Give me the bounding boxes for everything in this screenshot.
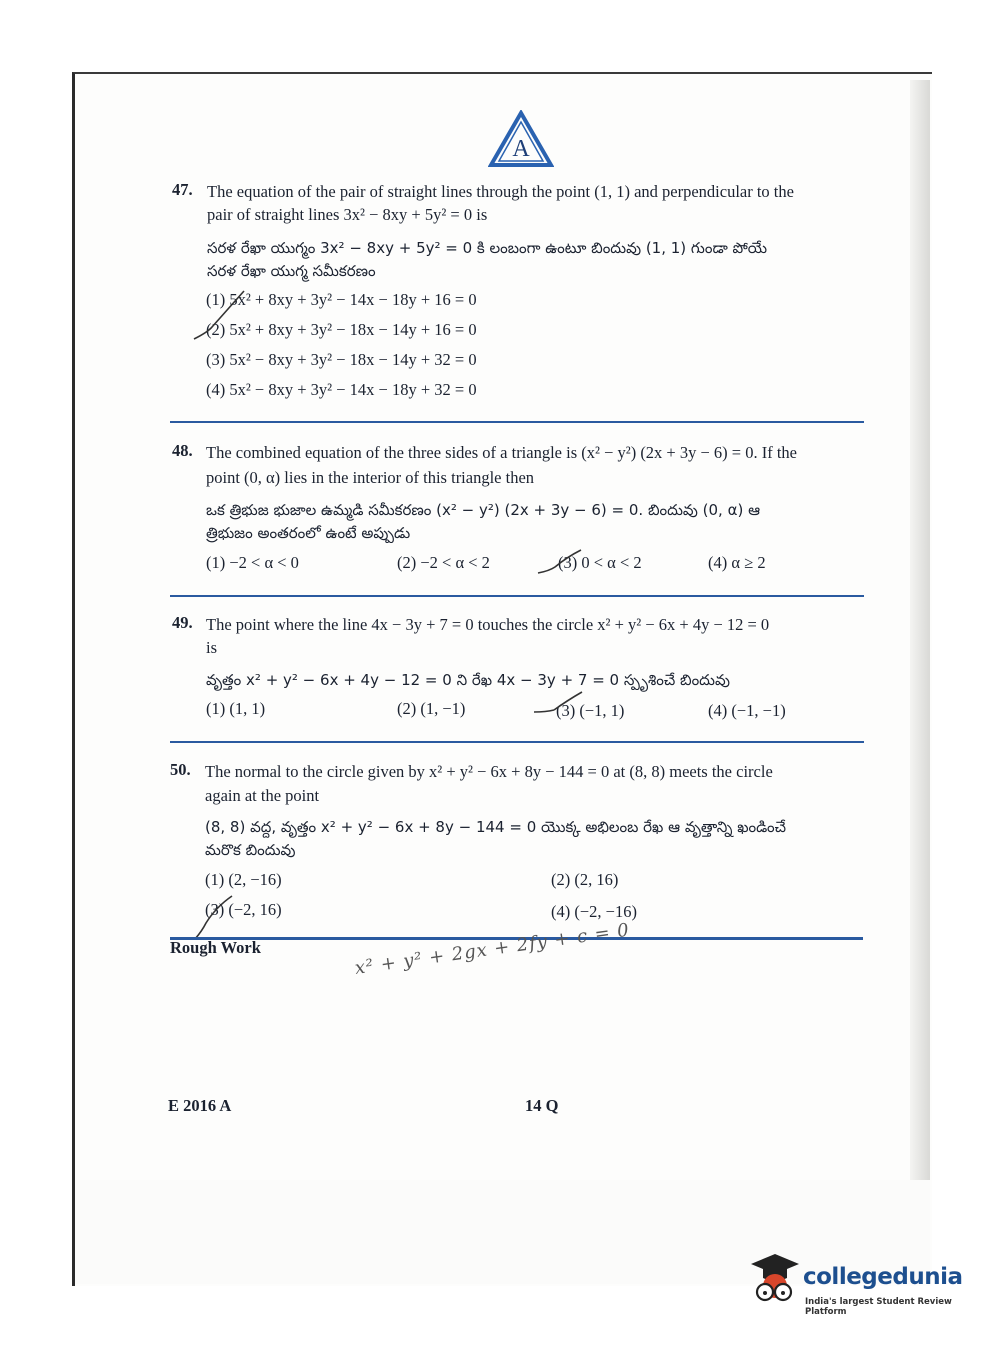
question-divider [170,421,864,423]
question-text-english: point (0, α) lies in the interior of this triangle then [206,468,535,487]
question-number: 49. [172,613,193,632]
answer-option: (2) (1, −1) [397,699,466,718]
collegedunia-watermark [745,1250,970,1320]
question-number: 48. [172,441,193,460]
handwritten-note: x² + y² + 2gx + 2fy + c = 0 [353,919,632,979]
paper-code-letter: A [512,136,530,162]
answer-option: (1) 5x² + 8xy + 3y² − 14x − 18y + 16 = 0 [206,290,477,309]
paper-code-footer: E 2016 A [168,1096,232,1115]
question-number: 47. [172,180,193,199]
question-text-telugu: ఒక త్రిభుజ భుజాల ఉమ్మడి సమీకరణం (x² − y²) (2x + 3y − 6) = 0. బిందువు (0, α) ఆ [206,501,761,519]
mascot-logo-icon [745,1250,803,1316]
question-text-telugu: సరళ రేఖా యుగ్మ సమీకరణం [207,262,376,280]
question-text-telugu: మరొక బిందువు [205,841,296,859]
answer-option: (1) −2 < α < 0 [206,553,299,572]
question-text-telugu: వృత్తం x² + y² − 6x + 4y − 12 = 0 ని రేఖ 4x − 3y + 7 = 0 స్పృశించే బిందువు [206,671,730,689]
question-text-english: is [206,638,218,657]
answer-option: (4) (−2, −16) [551,902,637,921]
question-number: 50. [170,760,191,779]
question-divider [170,595,864,597]
rough-work-label: Rough Work [170,938,261,957]
question-text-telugu: (8, 8) వద్ద, వృత్తం x² + y² − 6x + 8y − 144 = 0 యొక్క అభిలంబ రేఖ ఆ వృత్తాన్ని ఖండించే [205,818,787,836]
paper-code-badge [488,110,554,168]
question-text-telugu: త్రిభుజం అంతరంలో ఉంటే అప్పుడు [206,524,411,542]
brand-name: collegedunia [803,1264,963,1290]
answer-option: (4) α ≥ 2 [708,553,766,572]
pen-tick-mark [530,690,590,722]
question-text-english: The point where the line 4x − 3y + 7 = 0 touches the circle x² + y² − 6x + 4y − 12 = 0 [206,615,770,634]
question-text-english: The normal to the circle given by x² + y² − 6x + 8y − 144 = 0 at (8, 8) meets the circle [205,762,773,781]
answer-option: (2) 5x² + 8xy + 3y² − 18x − 14y + 16 = 0 [206,320,477,339]
answer-option: (3) 0 < α < 2 [558,553,642,572]
question-divider [170,741,864,743]
brand-tagline: India's largest Student Review Platform [805,1297,952,1317]
question-text-telugu: సరళ రేఖా యుగ్మం 3x² − 8xy + 5y² = 0 కి లంబంగా ఉంటూ బిందువు (1, 1) గుండా పోయే [207,239,768,257]
pen-tick-mark [535,547,585,579]
answer-option: (4) (−1, −1) [708,701,786,720]
pen-tick-mark [192,893,237,943]
pen-tick-mark [188,287,248,347]
question-text-english: The combined equation of the three sides of a triangle is (x² − y²) (2x + 3y − 6) = 0. If the [206,443,797,462]
question-text-english: again at the point [205,786,320,805]
question-text-english: The equation of the pair of straight lines through the point (1, 1) and perpendicular to the [207,182,794,201]
answer-option: (1) (2, −16) [205,870,282,889]
answer-option: (3) (−2, 16) [205,900,282,919]
answer-option: (3) 5x² − 8xy + 3y² − 18x − 14y + 32 = 0 [206,350,477,369]
answer-option: (1) (1, 1) [206,699,266,718]
answer-option: (3) (−1, 1) [556,701,625,720]
page-edge-shadow [910,80,930,1190]
question-text-english: pair of straight lines 3x² − 8xy + 5y² = 0 is [207,205,488,224]
page-number: 14 Q [525,1096,559,1115]
answer-option: (2) −2 < α < 2 [397,553,490,572]
answer-option: (2) (2, 16) [551,870,619,889]
answer-option: (4) 5x² − 8xy + 3y² − 14x − 18y + 32 = 0 [206,380,477,399]
